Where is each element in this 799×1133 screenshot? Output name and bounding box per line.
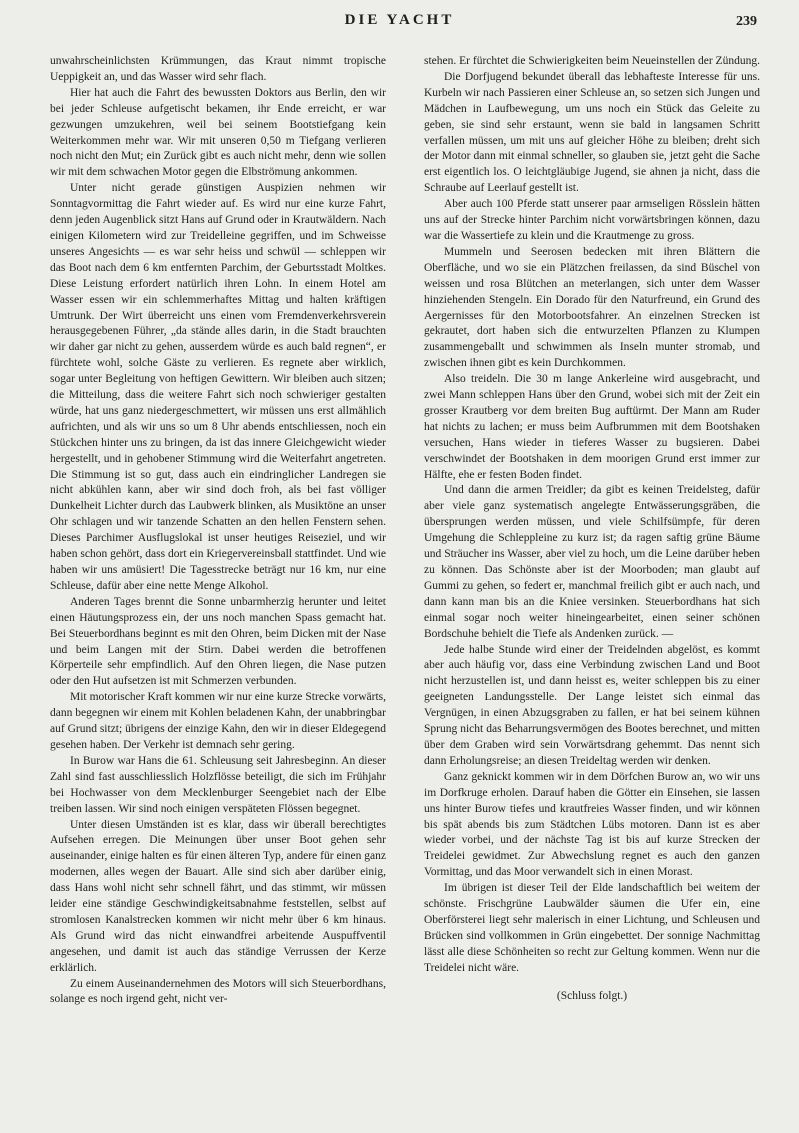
paragraph: Hier hat auch die Fahrt des bewussten Doktors aus Berlin, den wir bei jeder Schleuse aufgetischt bekamen, ihr Ende erreicht, er war gezwungen umzukehren, weil bei seinem Bootstiefgang kein Weiterkommen mehr war. Wir mit unseren 0,50 m Tiefgang verlieren noch nicht den Mut; ein Zurück gibt es auch nicht mehr, denn wie sollen wir mit dem schwachen Motor gegen die Elbströmung ankommen. <box>50 86 386 179</box>
paragraph: Im übrigen ist dieser Teil der Elde landschaftlich bei weitem der schönste. Frischgrüne Laubwälder säumen die Ufer ein, eine Oberförsterei liegt sehr malerisch in einer Lichtung, und Schleusen und Brücken sind vollkommen in Grün eingebettet. Der sonnige Nachmittag lässt alle diese Schönheiten so recht zur Geltung kommen. Wenn nur die Treidelei nicht wäre. <box>424 882 760 974</box>
paragraph: Mit motorischer Kraft kommen wir nur eine kurze Strecke vorwärts, dann begegnen wir einem mit Kohlen beladenen Kahn, der unabbringbar auf Grund sitzt; übrigens der einzige Kahn, den wir in dieser Eldegegend gesehen haben. Der Verkehr ist demnach sehr gering. <box>50 691 386 751</box>
paragraph: Und dann die armen Treidler; da gibt es keinen Treidelsteg, dafür aber viele ganz systematisch angelegte Entwässerungsgräben, die übersprungen werden müssen, und viele Schilfsümpfe, für deren Umgehung die Schleppleine zu kurz ist; da ragen saftig grüne Bäume und Sträucher ins Wasser, aber viel zu hoch, um die Leine darüber heben zu können. Das Schönste aber ist der Moorboden; man glaubt auf Gummi zu gehen, so federt er, manchmal freilich gibt er auch nach, und dann kann man bis an die Kniee versinken. Steuerbordhans hat sich einmal sogar noch weiter hineingearbeitet, einen seiner schönen Bordschuhe behielt die Tiefe als Andenken zurück. — <box>424 484 760 640</box>
paragraph: Unter nicht gerade günstigen Auspizien nehmen wir Sonntagvormittag die Fahrt wieder auf. Es wird nur eine kurze Fahrt, denn jeden Augenblick sitzt Hans auf Grund oder in Krautwäldern. Nach einigen Kilometern wird zur Treidelleine gegriffen, und im Schweisse unseres Angesichts — es war sehr heiss und schwül — schleppen wir das Boot nach dem 6 km entfernten Parchim, der Geburtsstadt Moltkes. Diese Leistung erfordert natürlich ihren Lohn. In einem Hotel am Wasser essen wir ein schlemmerhaftes Mittag und halten kräftigen Umtrunk. Der Wirt überreicht uns einen vom Fremdenverkehrsverein herausgegebenen Führer, „da stände alles darin, in die Stadt brauchten wir daher gar nicht zu gehen, ausserdem würde es auch bald regnen“, er fürchtete wohl, solche Gäste zu verlieren. Es regnete aber wirklich, sogar unter Begleitung von heftigen Gewittern. Wir bleiben auch sitzen; die Mitteilung, dass die weitere Fahrt sich noch schwieriger gestalten würde, hat uns ganz niedergeschmettert, wir müssen uns erst allmählich aufrichten, und als wir uns so um 8 Uhr abends entschliessen, noch ein Stückchen hinter uns zu bringen, da ist das innere Gleichgewicht wieder hergestellt, und in gehobener Stimmung wird die Weiterfahrt angetreten. Die Stimmung ist so gut, dass auch ein eindringlicher Landregen sie nicht abkühlen kann, aber wir sind doch froh, als bei fast völliger Dunkelheit Lichter durch das Laubwerk blinken, als Musiktöne an unser Ohr schlagen und wir tanzende Schatten an den hellen Fenstern sehen. Dieses Parchimer Ausflugslokal ist unser heutiges Reiseziel, und wir haben schon gehört, dass dort ein Kriegervereinsball stattfindet. Und wie haben wir uns amüsiert! Die Tagesstrecke beträgt nur 16 km, nur eine Schleuse, dafür aber eine nette Menge Alkohol. <box>50 182 386 592</box>
paragraph: Ganz geknickt kommen wir in dem Dörfchen Burow an, wo wir uns im Dorfkruge erholen. Darauf haben die Götter ein Einsehen, sie lassen uns hinter Burow tiefes und krautfreies Wasser finden, und wir können bis spät abends bis zum Städtchen Lübs motoren. Dann ist es aber wieder vorbei, und der nächste Tag ist bis auf kurze Strecken der Treidelei gewidmet. Zur Abwechslung regnet es auch den ganzen Vormittag, und das Moor verwandelt sich in einen Morast. <box>424 770 760 879</box>
paragraph: Die Dorfjugend bekundet überall das lebhafteste Interesse für uns. Kurbeln wir nach Passieren einer Schleuse an, so setzen sich Jungen und Mädchen in Laufbewegung, um uns noch ein Stück das Geleite zu geben, sie sind sehr erstaunt, wenn sie bald in langsamen Schritt verfallen müssen, um mit uns auf gleicher Höhe zu bleiben; dreht sich der Motor dann mit einmal schneller, so glauben sie, jetzt geht die Sache erst eigentlich los. O leichtgläubige Jugend, sie ahnen ja nicht, dass die Schraube auf Leerlauf gestellt ist. <box>424 70 760 195</box>
paragraph: Zu einem Auseinandernehmen des Motors will sich Steuerbordhans, solange es noch irgend geht, nicht ver- <box>50 977 386 1006</box>
paragraph: Mummeln und Seerosen bedecken mit ihren Blättern die Oberfläche, und wo sie ein Plätzchen freilassen, da sind Büschel von weissen und rosa Blütchen an meterlangen, sich unter dem Wasser hinziehenden Stengeln. Ein Dorado für den Naturfreund, ein Grund des Aergernisses für den Motorbootsfahrer. An einzelnen Strecken ist gekrautet, dort haben sich die entwurzelten Pflanzen zu Klumpen zusammengeballt und schwimmen als Inseln munter stromab, und zwischen ihnen gibt es kein Durchkommen. <box>424 245 760 370</box>
paragraph: In Burow war Hans die 61. Schleusung seit Jahresbeginn. An dieser Zahl sind fast ausschliesslich Holzflösse beteiligt, die sich im Frühjahr bei Hochwasser von dem Mecklenburger Seengebiet nach der Elbe treiben lassen. Wir sind noch einigen verspäteten Flössen begegnet. <box>50 754 386 815</box>
paragraph: Aber auch 100 Pferde statt unserer paar armseligen Rösslein hätten uns auf der Strecke hinter Parchim nicht vorwärtsbringen können, dazu war die Wassertiefe zu klein und die Krautmenge zu gross. <box>424 198 760 242</box>
running-header: DIE YACHT <box>344 12 455 28</box>
paragraph: Also treideln. Die 30 m lange Ankerleine wird ausgebracht, und zwei Mann schleppen Hans über den Grund, wobei sich mit der Zeit ein grosser Krautberg vor dem breiten Bug auftürmt. Der Mann am Ruder hat nichts zu lachen; er muss beim Aufbrummen mit dem Bootshaken versuchen, Hans wieder in tieferes Wasser zu bugsieren. Dabei verschwindet der Bootshaken in dem moorigen Grund erst immer zur Hälfte, ehe er festen Boden findet. <box>424 373 760 481</box>
paragraph: unwahrscheinlichsten Krümmungen, das Kraut nimmt tropische Ueppigkeit an, und das Wasser wird sehr flach. <box>50 55 386 83</box>
paragraph: Unter diesen Umständen ist es klar, dass wir überall berechtigtes Aufsehen erregen. Die Meinungen über unser Boot gehen sehr auseinander, einige halten es für einen älteren Typ, andere für einen ganz modernen, alles wegen der Bauart. Alle sind sich aber darüber einig, dass Hans wohl nicht sehr schnell fährt, und das stimmt, wir müssen leider eine ständige Geschwindigkeitsabnahme feststellen, selbst auf stromlosen Kanalstrecken kommen wir nicht mehr über 6 km hinaus. Als Grund wird das nicht einwandfrei arbeitende Auspuffventil angesehen, und damit ist auch das ständige Verrussen der Kerze erklärlich. <box>50 818 386 974</box>
paragraph: stehen. Er fürchtet die Schwierigkeiten beim Neueinstellen der Zündung. <box>424 55 760 67</box>
paragraph: Jede halbe Stunde wird einer der Treidelnden abgelöst, es kommt aber auch häufig vor, dass eine Verbindung zwischen Land und Boot nicht herzustellen ist, und dann heisst es, weiter schleppen bis zu einer geeigneten Landungsstelle. Der Lange leistet sich einmal das Vergnügen, in einen Abzugsgraben zu fallen, er hat bei seinem kühnen Sprung nicht das Beharrungsvermögen des Bootes berechnet, und mitten über dem Graben wird sein Vorwärtsdrang gehemmt. Das nennt sich dann Erholungsreise; an diesen Treideltag werden wir denken. <box>424 643 760 767</box>
closing-note: (Schluss folgt.) <box>556 989 628 1002</box>
paragraph: Anderen Tages brennt die Sonne unbarmherzig herunter und leitet einen Häutungsprozess ein, der uns noch manchen Spass gemacht hat. Bei Steuerbordhans beginnt es mit den Ohren, beim Dicken mit der Nase und beim Langen mit der Stirn. Dabei werden die betroffenen Körperteile sehr empfindlich. Auf den Ohren liegen, die Nase putzen oder den Hut aufsetzen ist mit Schmerzen verbunden. <box>50 595 386 688</box>
right-column <box>424 54 760 1004</box>
page-number: 239 <box>736 14 757 29</box>
left-column <box>50 54 386 1008</box>
